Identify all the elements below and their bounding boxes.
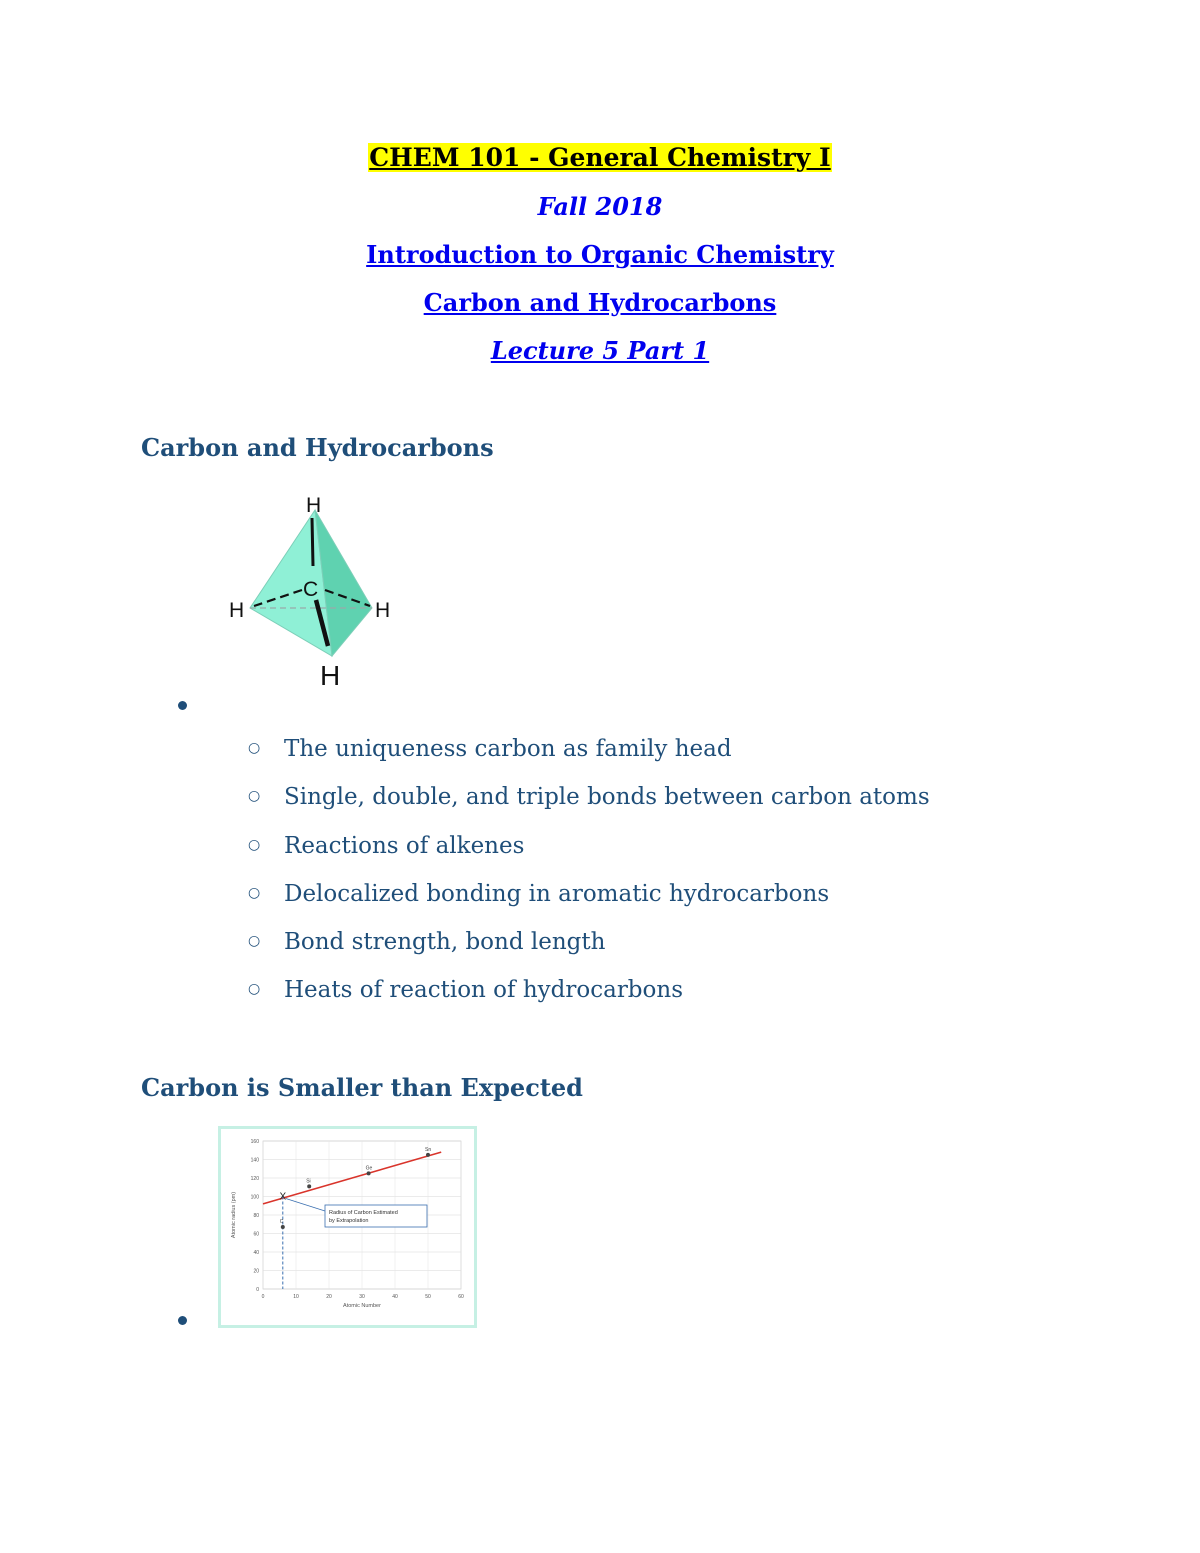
bullet-point-2	[178, 1316, 187, 1325]
chart-y-tick-label: 160	[250, 1139, 259, 1145]
chart-y-tick-label: 20	[253, 1268, 259, 1275]
subtopic-text: Single, double, and triple bonds between carbon atoms	[284, 784, 930, 810]
section-heading-carbon-smaller: Carbon is Smaller than Expected	[141, 1073, 583, 1102]
term-label: Fall 2018	[537, 192, 663, 221]
chart-point	[426, 1153, 430, 1157]
subtopic-text: Reactions of alkenes	[284, 833, 525, 859]
chart-point	[367, 1171, 371, 1175]
methane-tetrahedron-figure	[222, 488, 402, 693]
chart-x-tick-label: 10	[293, 1294, 299, 1300]
chart-x-axis-label: Atomic Number	[343, 1303, 381, 1309]
section-heading-carbon-hydrocarbons: Carbon and Hydrocarbons	[141, 433, 494, 462]
chart-x-tick-label: 0	[261, 1294, 265, 1300]
chart-point	[281, 1225, 285, 1229]
atom-label-top: H	[306, 494, 322, 517]
term-line	[0, 192, 1200, 221]
subtopic-text: The uniqueness carbon as family head	[284, 736, 732, 762]
chart-y-tick-label: 100	[250, 1194, 259, 1201]
chart-y-tick-label: 40	[253, 1250, 259, 1256]
topic-line	[0, 240, 1200, 269]
chart-x-tick-label: 50	[425, 1294, 431, 1300]
lecture-link[interactable]: Lecture 5 Part 1	[490, 336, 710, 365]
subtopic-line	[0, 288, 1200, 317]
atom-label-center: C	[303, 578, 319, 601]
atom-label-left: H	[229, 599, 245, 622]
chart-point-label: Sn	[425, 1146, 432, 1153]
chart-y-tick-label: 120	[250, 1176, 259, 1182]
subtopic-list-item	[248, 929, 605, 955]
chart-annotation-text: by Extrapolation	[329, 1218, 369, 1224]
subtopic-list-item	[248, 833, 524, 859]
hollow-bullet-icon: ○	[248, 740, 261, 756]
chart-point	[307, 1184, 311, 1188]
subtopic-text: Bond strength, bond length	[284, 929, 606, 955]
chart-extrapolated-marker: X	[279, 1191, 287, 1203]
chart-y-tick-label: 60	[253, 1231, 259, 1238]
chart-y-tick-label: 80	[253, 1213, 259, 1219]
subtopic-list-item	[248, 736, 732, 762]
course-title: CHEM 101 - General Chemistry I	[369, 143, 831, 172]
lecture-line	[0, 336, 1200, 365]
hollow-bullet-icon: ○	[248, 837, 261, 853]
subtopic-link[interactable]: Carbon and Hydrocarbons	[423, 288, 777, 317]
chart-y-tick-label: 0	[256, 1287, 259, 1293]
hollow-bullet-icon: ○	[248, 981, 261, 997]
subtopic-text: Heats of reaction of hydrocarbons	[284, 977, 683, 1003]
chart-x-tick-label: 40	[392, 1294, 398, 1300]
subtopic-text: Delocalized bonding in aromatic hydrocarbons	[284, 881, 830, 907]
chart-x-tick-label: 20	[326, 1294, 332, 1300]
atom-label-bottom: H	[320, 660, 341, 691]
subtopic-list-item	[248, 784, 930, 810]
bond-top	[312, 518, 313, 566]
subtopic-list-item	[248, 881, 829, 907]
hollow-bullet-icon: ○	[248, 933, 261, 949]
hollow-bullet-icon: ○	[248, 885, 261, 901]
chart-y-tick-label: 140	[250, 1157, 259, 1164]
hollow-bullet-icon: ○	[248, 788, 261, 804]
subtopic-list-item	[248, 977, 683, 1003]
chart-point-label: Si	[306, 1178, 311, 1185]
chart-x-tick-label: 30	[359, 1294, 365, 1300]
chart-x-tick-label: 60	[458, 1294, 464, 1300]
chart-y-axis-label: Atomic radius (pm)	[231, 1191, 237, 1239]
chart-point-label: C	[279, 1219, 284, 1226]
atom-label-right: H	[375, 599, 391, 622]
course-title-line	[0, 143, 1200, 172]
topic-link[interactable]: Introduction to Organic Chemistry	[366, 240, 834, 269]
chart-annotation-text: Radius of Carbon Estimated	[329, 1210, 398, 1216]
chart-point-label: Ge	[365, 1165, 373, 1172]
atomic-radius-chart	[221, 1129, 474, 1325]
atomic-radius-chart-frame	[218, 1126, 477, 1328]
bullet-point	[178, 701, 187, 710]
